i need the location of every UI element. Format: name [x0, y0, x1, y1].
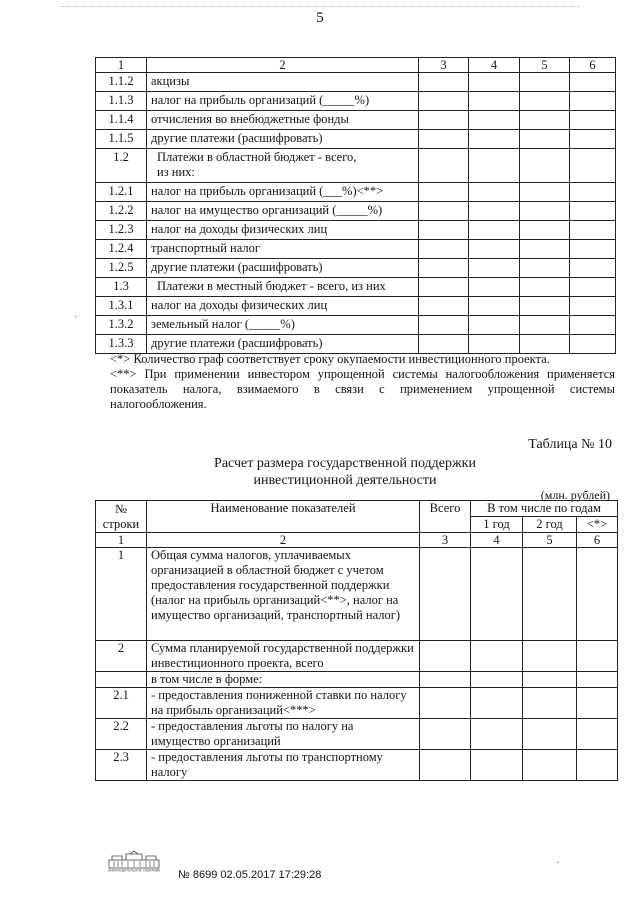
table-row: [96, 278, 616, 297]
value-cell: [471, 719, 523, 750]
header-cell: 6: [570, 58, 616, 73]
row-number: 2.3: [96, 750, 147, 781]
row-name: земельный налог (_____%): [147, 316, 419, 335]
value-cell: [420, 672, 471, 688]
stamp-label: ЗАКОНОДАТЕЛЬНОЕ СОБРАНИЕ: [108, 868, 160, 872]
page-number: 5: [316, 10, 324, 26]
row-name: Платежи в местный бюджет - всего, из них: [147, 278, 419, 297]
value-cell: [577, 548, 618, 641]
row-number: 1.3: [96, 278, 147, 297]
row-name-line: из них:: [157, 165, 195, 179]
value-cell: [570, 278, 616, 297]
header-total: Всего: [420, 501, 471, 533]
row-name: акцизы: [147, 73, 419, 92]
value-cell: [471, 548, 523, 641]
table-row: [96, 73, 616, 92]
value-cell: [469, 202, 520, 221]
value-cell: [469, 149, 520, 183]
footnotes: [110, 352, 615, 412]
value-cell: [419, 130, 469, 149]
row-name: отчисления во внебюджетные фонды: [147, 111, 419, 130]
value-cell: [420, 719, 471, 750]
row-name: другие платежи (расшифровать): [147, 130, 419, 149]
value-cell: [469, 259, 520, 278]
row-number: 1: [96, 548, 147, 641]
row-name: - предоставления льготы по транспортному налогу: [147, 750, 420, 781]
row-number: 1.2.1: [96, 183, 147, 202]
row-number: 1.2.3: [96, 221, 147, 240]
table-row: [96, 297, 616, 316]
row-name: налог на имущество организаций (_____%): [147, 202, 419, 221]
value-cell: [523, 548, 577, 641]
value-cell: [520, 111, 570, 130]
row-number: [96, 672, 147, 688]
value-cell: [577, 672, 618, 688]
table-header-row: [96, 501, 618, 517]
table-title-line: Расчет размера государственной поддержки: [214, 456, 476, 471]
table-row: [96, 335, 616, 354]
value-cell: [419, 278, 469, 297]
value-cell: [570, 259, 616, 278]
row-name: другие платежи (расшифровать): [147, 335, 419, 354]
header-years: В том числе по годам: [471, 501, 618, 517]
support-calculation-table: [95, 500, 618, 781]
value-cell: [570, 73, 616, 92]
header-year-1: 1 год: [471, 517, 523, 533]
row-number: 2.1: [96, 688, 147, 719]
table-row: [96, 750, 618, 781]
table-row: [96, 672, 618, 688]
table-header-row: [96, 58, 616, 73]
row-number: 2: [96, 641, 147, 672]
header-cell: 1: [96, 58, 147, 73]
value-cell: [469, 183, 520, 202]
scan-mark: ·: [74, 312, 78, 323]
payments-table: [95, 57, 616, 354]
row-name: Общая сумма налогов, уплачиваемых организацией в областной бюджет с учетом предоставления государственной поддержки (налог на прибыль организаций<**>, налог на имущество организаций, транспортный налог): [147, 548, 420, 641]
value-cell: [520, 335, 570, 354]
value-cell: [577, 719, 618, 750]
row-number: 1.3.3: [96, 335, 147, 354]
value-cell: [419, 259, 469, 278]
value-cell: [419, 297, 469, 316]
table-row: [96, 641, 618, 672]
column-number-row: [96, 533, 618, 548]
table-row: [96, 240, 616, 259]
header-num-line: №: [115, 501, 127, 516]
value-cell: [520, 259, 570, 278]
table-row: [96, 111, 616, 130]
row-name: [147, 149, 419, 183]
column-number: 5: [523, 533, 577, 548]
row-number: 1.1.4: [96, 111, 147, 130]
column-number: 3: [420, 533, 471, 548]
value-cell: [469, 221, 520, 240]
value-cell: [469, 130, 520, 149]
row-number: 1.3.2: [96, 316, 147, 335]
value-cell: [419, 202, 469, 221]
value-cell: [420, 688, 471, 719]
header-cell: 4: [469, 58, 520, 73]
row-number: 1.3.1: [96, 297, 147, 316]
building-stamp-icon: [108, 850, 160, 872]
value-cell: [419, 240, 469, 259]
value-cell: [577, 641, 618, 672]
value-cell: [570, 297, 616, 316]
value-cell: [523, 750, 577, 781]
value-cell: [570, 240, 616, 259]
header-name: Наименование показателей: [147, 501, 420, 533]
value-cell: [469, 297, 520, 316]
value-cell: [520, 183, 570, 202]
footnote-2: <**> При применении инвестором упрощенной системы налогообложения применяется показатель налога, взимаемого в связи с применением упрощенной системы налогообложения.: [110, 367, 615, 411]
value-cell: [471, 750, 523, 781]
value-cell: [469, 278, 520, 297]
value-cell: [577, 750, 618, 781]
column-number: 1: [96, 533, 147, 548]
value-cell: [469, 92, 520, 111]
table-row: [96, 259, 616, 278]
table-row: [96, 92, 616, 111]
row-name: другие платежи (расшифровать): [147, 259, 419, 278]
value-cell: [577, 688, 618, 719]
scan-mark: ·: [556, 858, 560, 869]
row-number: 1.1.2: [96, 73, 147, 92]
value-cell: [520, 73, 570, 92]
row-name: налог на доходы физических лиц: [147, 221, 419, 240]
footnote-1: <*> Количество граф соответствует сроку окупаемости инвестиционного проекта.: [110, 352, 550, 366]
value-cell: [570, 316, 616, 335]
value-cell: [520, 278, 570, 297]
value-cell: [419, 73, 469, 92]
row-name: налог на доходы физических лиц: [147, 297, 419, 316]
value-cell: [419, 183, 469, 202]
header-year-3: <*>: [577, 517, 618, 533]
value-cell: [523, 672, 577, 688]
value-cell: [420, 548, 471, 641]
value-cell: [520, 240, 570, 259]
header-cell: 5: [520, 58, 570, 73]
table-row: [96, 202, 616, 221]
value-cell: [570, 202, 616, 221]
value-cell: [469, 73, 520, 92]
value-cell: [419, 335, 469, 354]
row-name: транспортный налог: [147, 240, 419, 259]
row-name: Сумма планируемой государственной поддержки инвестиционного проекта, всего: [147, 641, 420, 672]
value-cell: [520, 130, 570, 149]
column-number: 4: [471, 533, 523, 548]
value-cell: [520, 297, 570, 316]
value-cell: [471, 672, 523, 688]
row-number: 2.2: [96, 719, 147, 750]
table-row: [96, 221, 616, 240]
value-cell: [523, 641, 577, 672]
value-cell: [520, 92, 570, 111]
value-cell: [419, 111, 469, 130]
value-cell: [520, 149, 570, 183]
row-number: 1.2.5: [96, 259, 147, 278]
table-row: [96, 316, 616, 335]
value-cell: [570, 92, 616, 111]
value-cell: [523, 719, 577, 750]
row-name-line: Платежи в областной бюджет - всего,: [157, 150, 357, 164]
row-name: - предоставления льготы по налогу на имущество организаций: [147, 719, 420, 750]
value-cell: [570, 183, 616, 202]
value-cell: [469, 335, 520, 354]
value-cell: [419, 92, 469, 111]
table-row: [96, 719, 618, 750]
value-cell: [469, 316, 520, 335]
value-cell: [471, 641, 523, 672]
column-number: 2: [147, 533, 420, 548]
value-cell: [469, 111, 520, 130]
row-number: 1.1.3: [96, 92, 147, 111]
row-name: налог на прибыль организаций (_____%): [147, 92, 419, 111]
value-cell: [471, 688, 523, 719]
table-row: [96, 149, 616, 183]
document-id: № 8699 02.05.2017 17:29:28: [178, 869, 322, 881]
column-number: 6: [577, 533, 618, 548]
value-cell: [419, 316, 469, 335]
table-row: [96, 548, 618, 641]
value-cell: [523, 688, 577, 719]
row-number: 1.2.4: [96, 240, 147, 259]
value-cell: [469, 240, 520, 259]
value-cell: [419, 221, 469, 240]
value-cell: [570, 149, 616, 183]
table-title-line: инвестиционной деятельности: [253, 473, 437, 488]
value-cell: [570, 221, 616, 240]
header-num-cell: [96, 501, 147, 533]
table-title: [180, 455, 510, 489]
row-name: - предоставления пониженной ставки по налогу на прибыль организаций<***>: [147, 688, 420, 719]
scan-edge-line: [60, 6, 580, 7]
row-number: 1.2.2: [96, 202, 147, 221]
table-number: Таблица № 10: [528, 437, 612, 452]
value-cell: [520, 221, 570, 240]
header-num-line: строки: [102, 516, 140, 531]
row-name: в том числе в форме:: [147, 672, 420, 688]
table-row: [96, 688, 618, 719]
value-cell: [520, 316, 570, 335]
value-cell: [570, 111, 616, 130]
row-name: налог на прибыль организаций (___%)<**>: [147, 183, 419, 202]
value-cell: [420, 641, 471, 672]
header-cell: 2: [147, 58, 419, 73]
value-cell: [570, 335, 616, 354]
table-row: [96, 130, 616, 149]
value-cell: [520, 202, 570, 221]
row-number: 1.2: [96, 149, 147, 183]
value-cell: [419, 149, 469, 183]
units-label: (млн. рублей): [540, 488, 610, 502]
value-cell: [420, 750, 471, 781]
header-cell: 3: [419, 58, 469, 73]
table-row: [96, 183, 616, 202]
value-cell: [570, 130, 616, 149]
row-number: 1.1.5: [96, 130, 147, 149]
header-year-2: 2 год: [523, 517, 577, 533]
